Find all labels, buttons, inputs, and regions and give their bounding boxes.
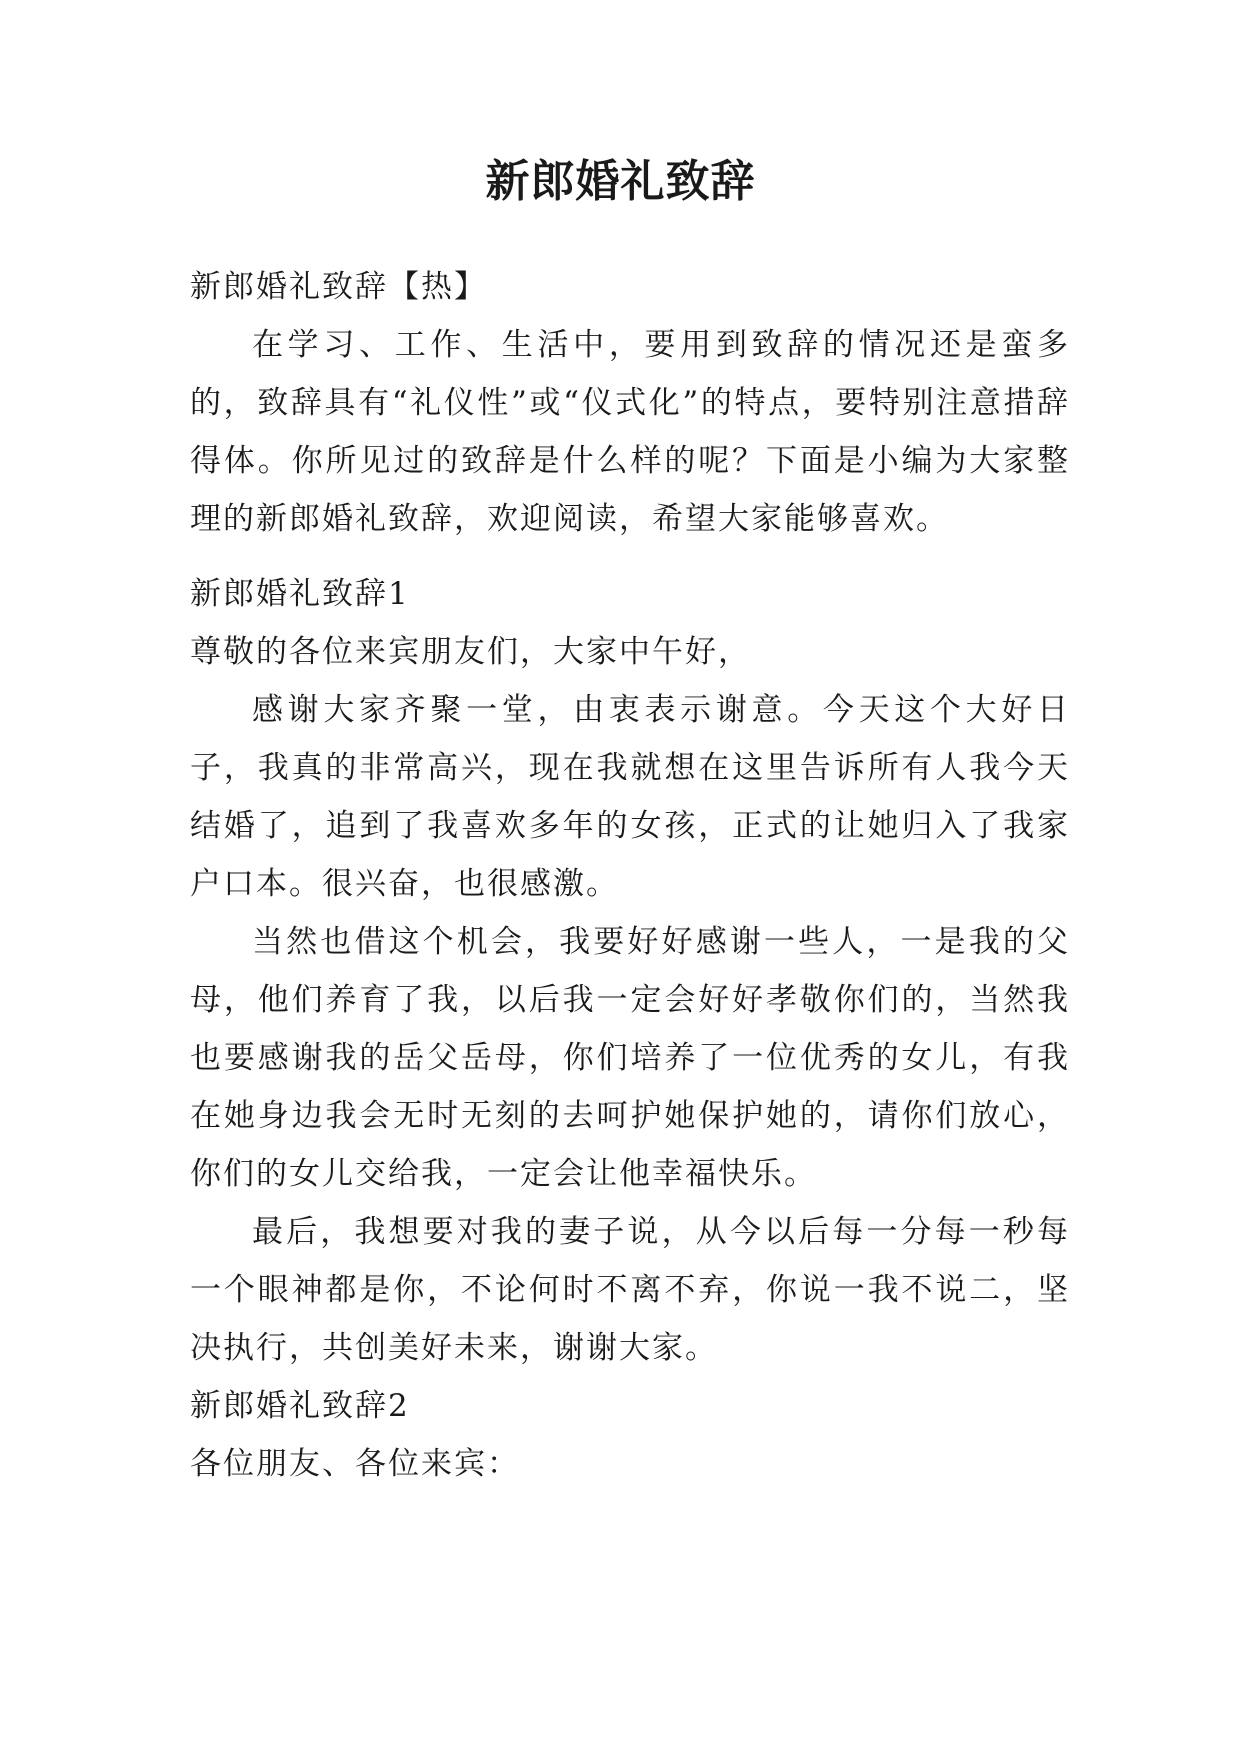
section-1 xyxy=(190,565,1070,1493)
section-1-greeting: 尊敬的各位来宾朋友们，大家中午好， xyxy=(190,634,751,670)
section-1-paragraph-1: 感谢大家齐聚一堂，由衷表示谢意。今天这个大好日子，我真的非常高兴，现在我就想在这里告诉所有人我今天结婚了，追到了我喜欢多年的女孩，正式的让她归入了我家户口本。很兴奋，也很感激。 xyxy=(190,692,1070,902)
document-subtitle: 新郎婚礼致辞【热】 xyxy=(190,269,487,305)
section-1-heading: 新郎婚礼致辞1 xyxy=(190,576,410,612)
section-2-greeting: 各位朋友、各位来宾： xyxy=(190,1446,520,1482)
section-2-heading: 新郎婚礼致辞2 xyxy=(190,1388,410,1424)
section-1-paragraph-3: 最后，我想要对我的妻子说，从今以后每一分每一秒每一个眼神都是你，不论何时不离不弃，你说一我不说二，坚决执行，共创美好未来，谢谢大家。 xyxy=(190,1214,1070,1366)
section-1-paragraph-2: 当然也借这个机会，我要好好感谢一些人，一是我的父母，他们养育了我，以后我一定会好好孝敬你们的，当然我也要感谢我的岳父岳母，你们培养了一位优秀的女儿，有我在她身边我会无时无刻的去呵护她保护她的，请你们放心，你们的女儿交给我，一定会让他幸福快乐。 xyxy=(190,924,1070,1192)
intro-paragraph: 在学习、工作、生活中，要用到致辞的情况还是蛮多的，致辞具有“礼仪性”或“仪式化”的特点，要特别注意措辞得体。你所见过的致辞是什么样的呢？下面是小编为大家整理的新郎婚礼致辞，欢迎阅读，希望大家能够喜欢。 xyxy=(190,327,1070,537)
document-body-top xyxy=(190,258,1070,548)
document-title: 新郎婚礼致辞 xyxy=(485,156,756,207)
